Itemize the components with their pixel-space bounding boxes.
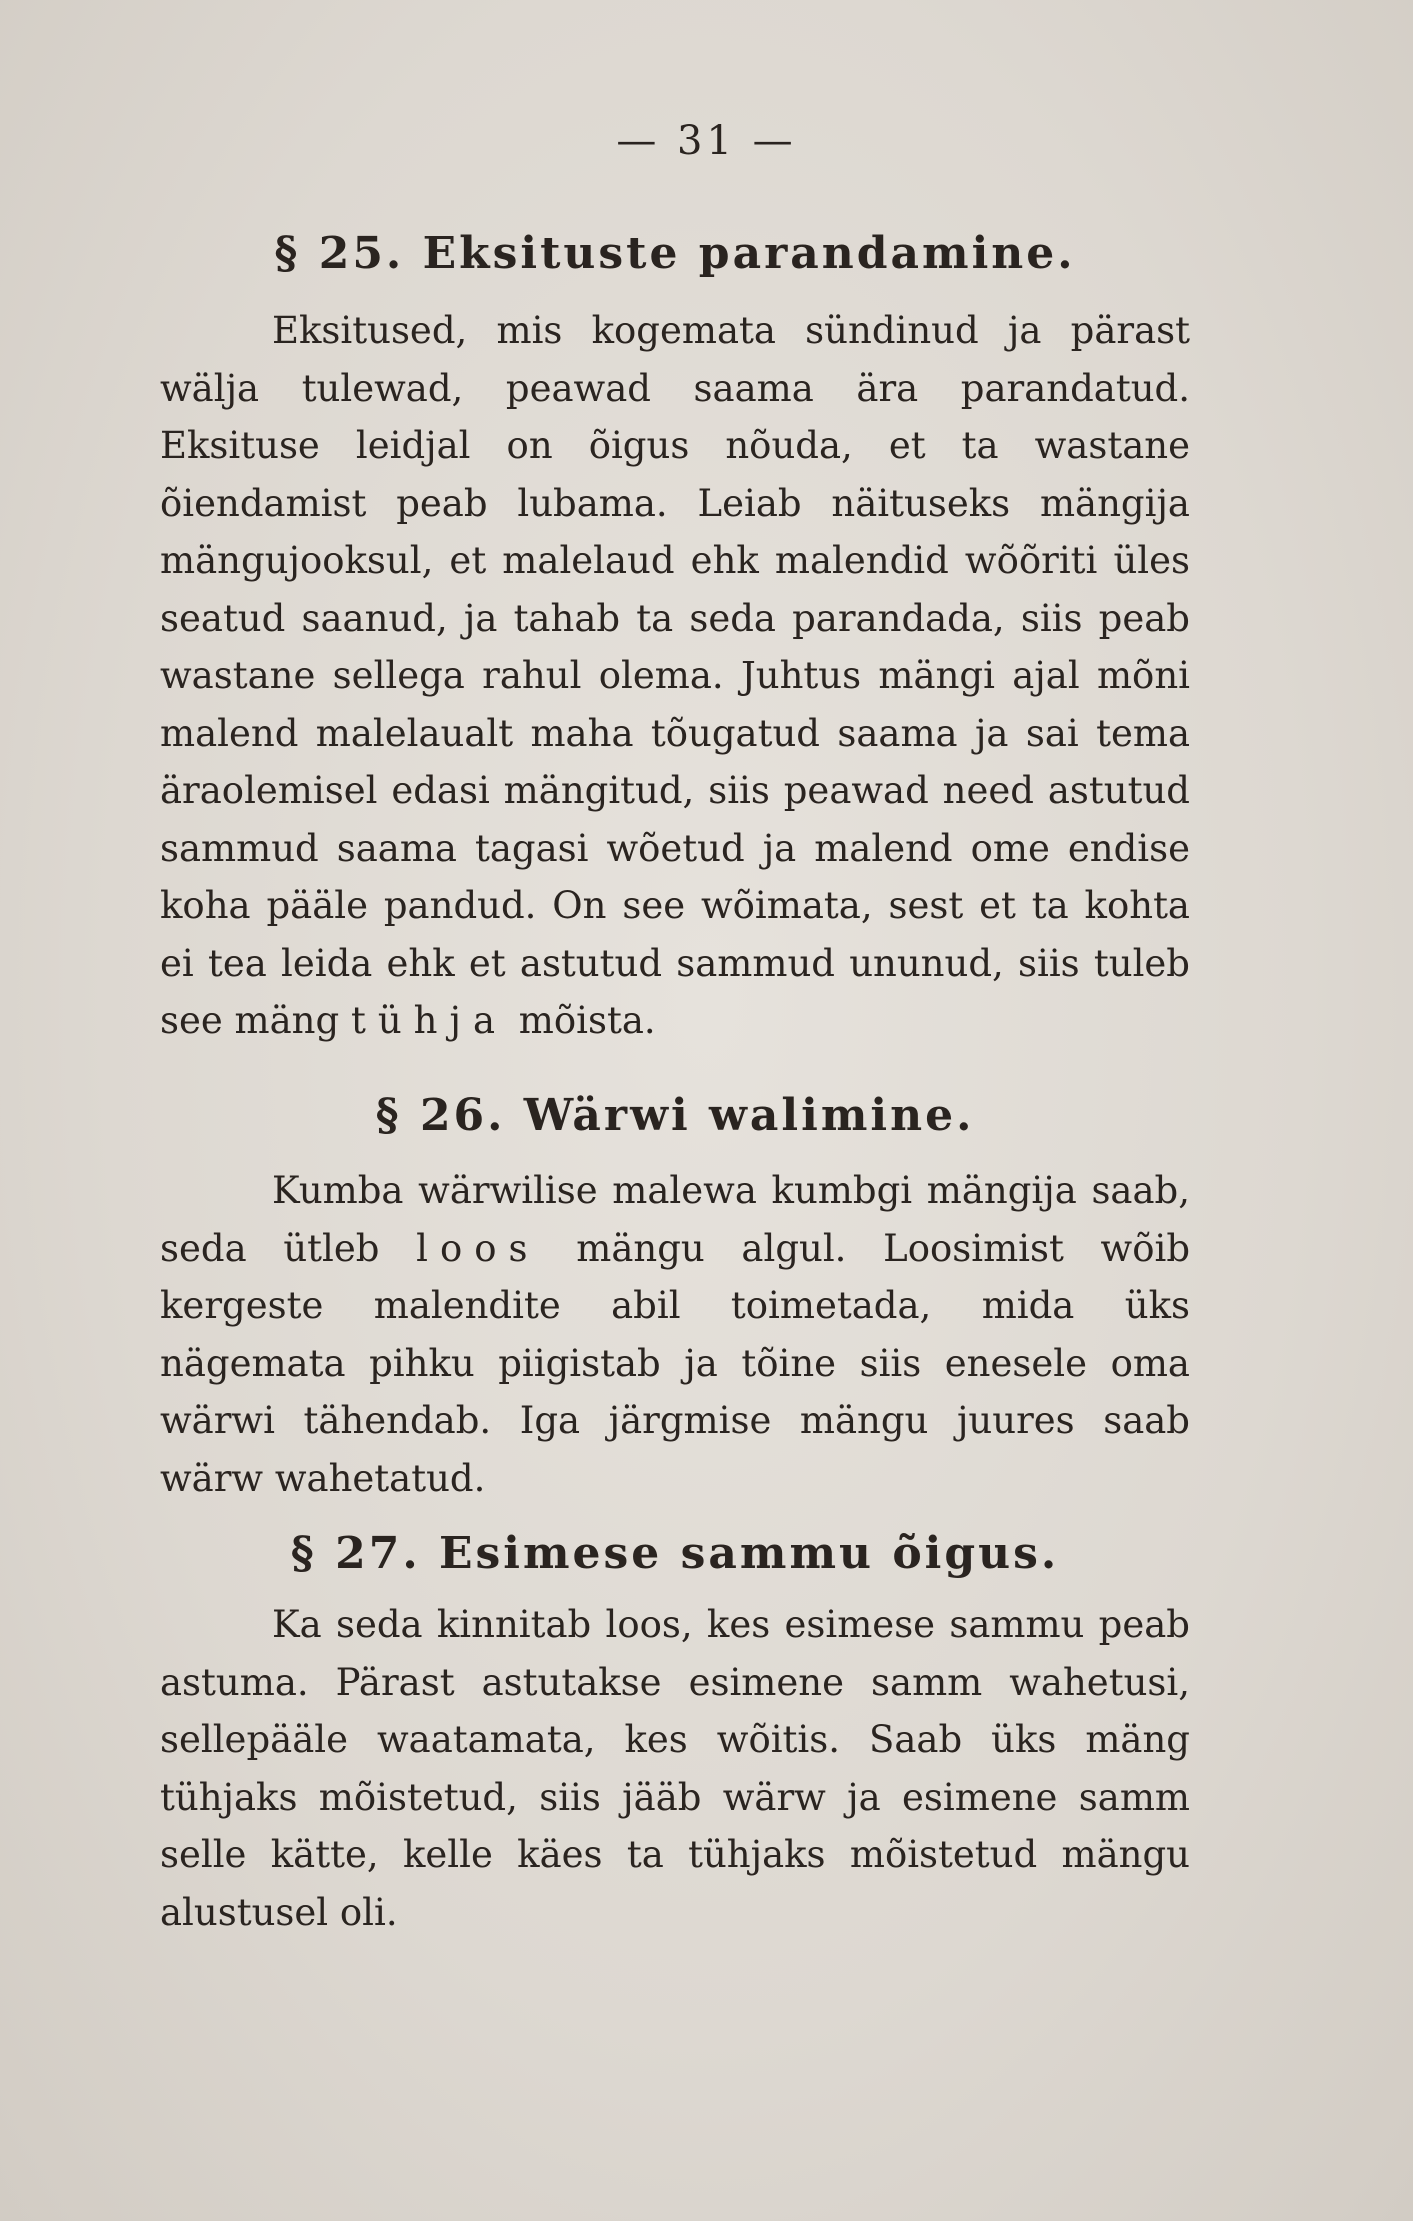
section-25-heading: § 25. Eksituste parandamine.: [274, 228, 1076, 279]
section-26-heading: § 26. Wärwi walimine.: [375, 1090, 975, 1141]
page-number: — 31 —: [616, 118, 797, 164]
section-25-emphasis: tühja: [350, 999, 508, 1042]
section-26-text-end: mängu algul. Loosimist wõib kergeste malendite abil toimetada, mida üks nägemata pihku piigistab ja tõine siis enesele oma wärwi tähendab. Iga järgmise mängu juures saab wärw wahetatud.: [160, 1226, 1191, 1500]
section-27-heading: § 27. Esimese sammu õigus.: [290, 1528, 1060, 1579]
section-25-paragraph: [160, 302, 1190, 1050]
section-26-emphasis: loos: [416, 1226, 540, 1270]
section-27-paragraph: Ka seda kinnitab loos, kes esimese sammu peab astuma. Pärast astutakse esimene samm wahetusi, sellepääle waatamata, kes wõitis. Saab üks mäng tühjaks mõistetud, siis jääb wärw ja esimene samm selle kätte, kelle käes ta tühjaks mõistetud mängu alustusel oli.: [160, 1603, 1190, 1934]
section-26-text-start: Kumba wärwilise malewa kumbgi mängija saab, seda ütleb: [160, 1169, 1190, 1270]
section-25-tail: mõista.: [507, 999, 656, 1042]
section-26-paragraph: [160, 1162, 1190, 1507]
section-25-text: Eksitused, mis kogemata sündinud ja pärast wälja tulewad, peawad saama ära parandatud. Eksituse leidjal on õigus nõuda, et ta wastane õiendamist peab lubama. Leiab näituseks mängija mängujooksul, et malelaud ehk malendid wõõriti üles seatud saanud, ja tahab ta seda parandada, siis peab wastane sellega rahul olema. Juhtus mängi ajal mõni malend malelaualt maha tõugatud saama ja sai tema äraolemisel edasi mängitud, siis peawad need astutud sammud saama tagasi wõetud ja malend ome endise koha pääle pandud. On see wõimata, sest et ta kohta ei tea leida ehk et astutud sammud ununud, siis tuleb see mäng: [160, 309, 1190, 1042]
